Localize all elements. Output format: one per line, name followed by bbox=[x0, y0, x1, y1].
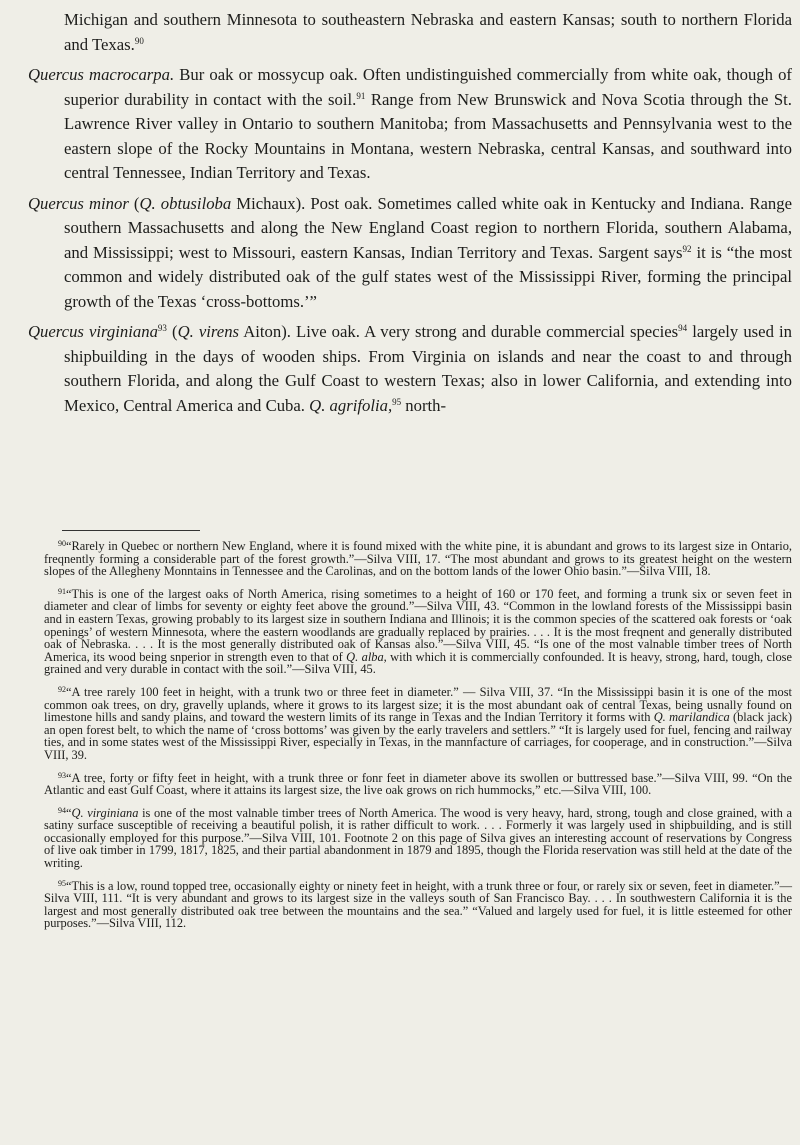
synonym-name: Q. obtusiloba bbox=[139, 193, 232, 213]
entry-quercus-macrocarpa bbox=[28, 63, 792, 186]
footnote-93 bbox=[44, 772, 792, 797]
footnote-ref: 93 bbox=[157, 323, 167, 333]
footnote-text: “This is one of the largest oaks of North America, rising sometimes to a height of 160 or 170 feet, and forming a trunk six or seven feet in diameter and clear of limbs for seventy or eighty feet above the ground.”—Silva VIII, 43. “Common in the lowland forests of the Mississippi basin and in eastern Texas, growing probably to its largest size in southern Indiana and Illinois; it is the common species of the scattered oak forests or ‘oak openings’ of western Minnesota, where the eastern woodlands are gradually replaced by prairies. . . . It is the most freqnent and generally distributed oak of Nebraska. . . . It is the most generally distributed oak of Kansas also.”—Silva VIII, 45. “Is one of the most valnable timber trees of North America, its wood being snperior in strength even to that of bbox=[44, 586, 792, 664]
footnote-text: “A tree, forty or fifty feet in height, with a trunk three or fonr feet in diameter above its swollen or buttressed base.”—Silva VIII, 99. “On the Atlantic and east Gulf Coast, where it attains its largest size, the live oak grows on rich hummocks,” etc.—Silva VIII, 100. bbox=[44, 770, 792, 798]
entry-text: largely used in shipbuilding in the days of wooden ships. From Virginia on islands and near the coast to and through southern Florida, and along the Gulf Coast to western Texas; also in lower California, and extending into Mexico, Central America and Cuba. bbox=[64, 322, 792, 415]
species-name: Quercus macrocarpa. bbox=[28, 65, 175, 84]
footnote-number: 90 bbox=[58, 539, 66, 548]
footnote-italic: Q. marilandica bbox=[653, 710, 730, 725]
footnote-italic: Q. virginiana bbox=[71, 805, 139, 820]
entry-text: it is “the most common and widely distributed oak of the gulf states west of the Mississippi River, forming the principal growth of the Texas ‘cross-bottoms.’” bbox=[64, 242, 793, 311]
footnote-94: $^{94}$“Q. virginiana is one of the most valnable timber trees of North America. The wood is very heavy, hard, strong, tough and close grained, with a satiny surface susceptible of receiving a beautiful polish, it is rather difficult to work. . . . Formerly it was largely used in shipbuilding, and is still occasionally employed for this purpose.”—Silva VIII, 101. Footnote 2 on this page of Silva gives an interesting account of reservations by Congress of live oak timber in 1799, 1817, 1825, and their partial abandonment in 1879 and 1895, though the Florida reservation was still held at the date of the writing. bbox=[44, 805, 792, 871]
footnote-number: 92 bbox=[58, 684, 66, 694]
footnote-number: 94 bbox=[58, 805, 66, 815]
footnote-text: (black jack) an open forest belt, to which the name of ‘cross bottoms’ was given by the early travelers and settlers.” “It is largely used for fuel, fencing and railway ties, and in some states west of the Mississippi River, especially in Texas, in the mannfacture of carriages, for cooperage, and in construction.”—Silva VIII, 39. bbox=[44, 710, 793, 762]
footnote-number: 95 bbox=[58, 878, 66, 888]
footnote-italic: Q. alba, bbox=[346, 649, 387, 664]
footnote-ref: 94 bbox=[678, 323, 688, 333]
species-name: Quercus minor bbox=[28, 193, 129, 213]
species-name: Quercus virginiana bbox=[28, 322, 158, 341]
main-text bbox=[28, 8, 792, 418]
footnote-rule bbox=[62, 530, 200, 531]
entry-quercus-minor: Quercus minor (Q. obtusiloba Michaux). Post oak. Sometimes called white oak in Kentucky and Indiana. Range southern Massachusetts and along the New England Coast region to northern Florida, southern Alabama, and Mississippi; west to Missouri, eastern Kansas, Indian Territory and Texas. Sargent says$^{92}$ it is “the most common and widely distributed oak of the gulf states west of the Mississippi River, forming the principal growth of the Texas ‘cross-bottoms.’” bbox=[28, 193, 793, 311]
footnote-ref: 91 bbox=[356, 90, 366, 101]
footnote-ref: 90 bbox=[134, 35, 144, 46]
footnote-ref: 95 bbox=[392, 396, 402, 407]
footnote-text: with which it is commercially confounded. It is heavy, strong, hard, tough, close grained and very durable in contact with the soil.”—Silva VIII, 45. bbox=[44, 649, 792, 677]
footnote-number: 91 bbox=[58, 586, 66, 596]
entry-text: Range from New Brunswick and Nova Scotia through the St. Lawrence River valley in Ontario to southern Manitoba; from Massachusetts and Pennsylvania west to the eastern slope of the Rocky Mountains in Montana, western Nebraska, central Kansas, and southward into central Tennessee, Indian Territory and Texas. bbox=[64, 89, 792, 182]
footnote-text: is one of the most valnable timber trees of North America. The wood is very heavy, hard, strong, tough and close grained, with a satiny surface susceptible of receiving a beautiful polish, it is rather difficult to work. . . . Formerly it was largely used in shipbuilding, and is still occasionally employed for this purpose.”—Silva VIII, 101. Footnote 2 on this page of Silva gives an interesting account of reservations by Congress of live oak timber in 1799, 1817, 1825, and their partial abandonment in 1879 and 1895, though the Florida reservation was still held at the date of the writing. bbox=[44, 805, 792, 871]
entry-quercus-virginiana: Quercus virginiana$^{93}$ (Q. virens Aiton). Live oak. A very strong and durable commercial species$^{94}$ largely used in shipbuilding in the days of wooden ships. From Virginia on islands and near the coast to and through southern Florida, and along the Gulf Coast to western Texas; also in lower California, and extending into Mexico, Central America and Cuba. Q. agrifolia,$^{95}$ north- bbox=[28, 322, 792, 415]
footnote-text: “Rarely in Quebec or northern New England, where it is found mixed with the white pine, it is abundant and grows to its largest size in Ontario, freqnently forming a considerable part of the forest growth.”—Silva VIII, 17. “The most abundant and grows to its greatest height on the western slopes of the Allegheny Monntains in Tennessee and the Carolinas, and on the bottom lands of the lower Ohio basin.”—Silva VIII, 18. bbox=[44, 539, 792, 579]
entry-text: north- bbox=[401, 395, 447, 415]
continuation-paragraph bbox=[64, 8, 792, 57]
synonym-name: Q. virens bbox=[177, 322, 240, 341]
entry-text: Post oak. Sometimes called white oak in Kentucky and Indiana. Range southern Massachusetts and along the New England Coast region to northern Florida, southern Alabama, and Mississippi; west to Missouri, eastern Kansas, Indian Territory and Texas. Sargent says bbox=[64, 193, 792, 262]
footnote-text: “A tree rarely 100 feet in height, with a trunk two or three feet in diameter.” — Silva VIII, 37. “In the Mississippi basin it is one of the most common oak trees, on dry, gravelly uplands, where it grows to its largest size; it is the most abundant oak of central Texas, being usnally found on limestone hills and sandy plains, and toward the western limits of its range in Texas and the Indian Territory it forms with bbox=[44, 684, 792, 725]
footnotes bbox=[44, 540, 792, 940]
footnote-91 bbox=[44, 588, 792, 676]
species-name: Q. agrifolia, bbox=[309, 395, 393, 415]
continuation-text: Michigan and southern Minnesota to southeastern Nebraska and eastern Kansas; south to northern Florida and Texas. bbox=[64, 10, 792, 54]
entry-text: Live oak. A very strong and durable commercial species bbox=[290, 322, 679, 341]
footnote-90 bbox=[44, 540, 792, 578]
footnote-95 bbox=[44, 880, 792, 930]
footnote-92 bbox=[44, 686, 792, 762]
footnote-number: 93 bbox=[58, 770, 66, 780]
entry-text: Bur oak or mossycup oak. Often undistinguished commercially from white oak, though of superior durability in contact with the soil. bbox=[64, 65, 792, 109]
footnote-text: “This is a low, round topped tree, occasionally eighty or ninety feet in height, with a trunk three or four, or rarely six or seven, feet in diameter.”—Silva VIII, 111. “It is very abundant and grows to its largest size in the valleys south of San Francisco Bay. . . . In southwestern California it is the largest and most generally distributed oak tree between the mountains and the sea.” “Valued and largely used for fuel, it is little esteemed for other purposes.”—Silva VIII, 112. bbox=[44, 878, 792, 931]
footnote-ref: 92 bbox=[682, 243, 692, 254]
